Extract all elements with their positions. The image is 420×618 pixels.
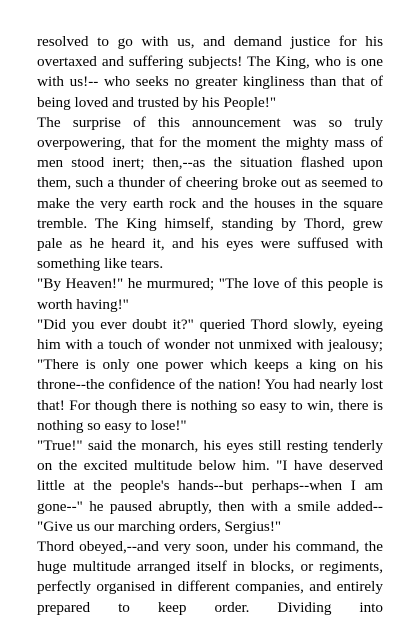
paragraph-4: "Did you ever doubt it?" queried Thord slowly, eyeing him with a touch of wonder not unmixed with jealousy; "There is only one power which keeps a king on his throne--the confidence of the nation! You had nearly lost that! For though there is nothing so easy to win, there is nothing so easy to lose!" (37, 315, 383, 434)
paragraph-2: The surprise of this announcement was so truly overpowering, that for the moment the mighty mass of men stood inert; then,--as the situation flashed upon them, such a thunder of cheering broke out as seemed to make the very earth rock and the houses in the square tremble. The King himself, standing by Thord, grew pale as he heard it, and his eyes were suffused with something like tears. (37, 113, 383, 273)
paragraph-3: "By Heaven!" he murmured; "The love of this people is worth having!" (37, 275, 383, 313)
paragraph-1: resolved to go with us, and demand justice for his overtaxed and suffering subjects! The King, who is one with us!-- who seeks no greater kingliness than that of being loved and trusted by his People!" (37, 33, 383, 111)
paragraph-6: Thord obeyed,--and very soon, under his command, the huge multitude arranged itself in blocks, or regiments, perfectly organised in different companies, and entirely prepared to keep order. Dividing into (37, 538, 383, 616)
page-text (37, 32, 383, 618)
paragraph-5: "True!" said the monarch, his eyes still resting tenderly on the excited multitude below him. "I have deserved little at the people's hands--but perhaps--when I am gone--" he paused abruptly, then with a smile added--"Give us our marching orders, Sergius!" (37, 437, 383, 535)
